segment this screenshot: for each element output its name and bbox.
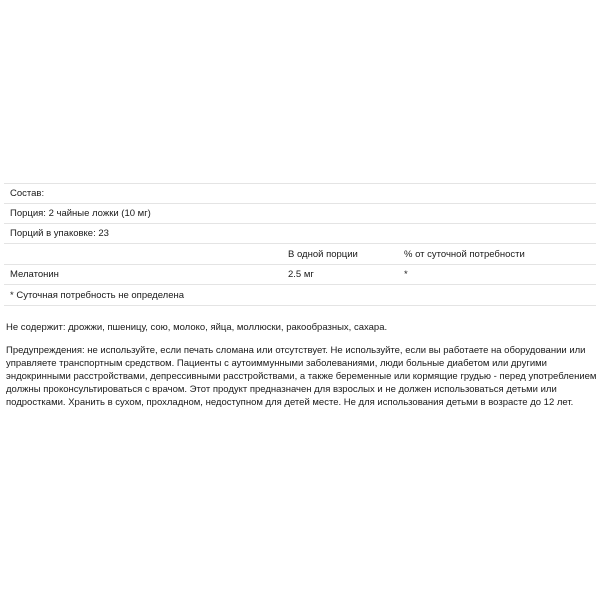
servings-per-container-row	[4, 224, 596, 244]
table-row	[4, 265, 596, 285]
composition-label: Состав:	[10, 188, 45, 199]
ingredient-name: Мелатонин	[10, 269, 59, 280]
table-header-row	[4, 244, 596, 265]
ingredient-amount: 2.5 мг	[288, 269, 314, 280]
supplement-facts-table	[4, 183, 596, 306]
warnings-paragraph: Предупреждения: не используйте, если печать сломана или отсутствует. Не используйте, если вы работаете на оборудовании или управляете транспортным средством. Пациенты с аутоиммунными заболеваниями, люди больные диабетом или другими эндокринными расстройствами, депрессивными расстройствами, а также беременные или кормящие грудью - перед употреблением должны проконсультироваться с врачом. Этот продукт предназначен для взрослых и не должен использоваться детьми или подростками. Хранить в сухом, прохладном, недоступном для детей месте. Не для использования детьми в возрасте до 12 лет.	[6, 345, 597, 408]
ingredient-daily-value: *	[404, 269, 408, 280]
composition-row	[4, 183, 596, 204]
serving-size: Порция: 2 чайные ложки (10 мг)	[10, 208, 151, 219]
servings-per-container: Порций в упаковке: 23	[10, 228, 109, 239]
allergen-free-statement: Не содержит: дрожжи, пшеницу, сою, молоко, яйца, моллюски, ракообразных, сахара.	[6, 322, 388, 333]
header-per-serving: В одной порции	[288, 248, 358, 260]
serving-size-row	[4, 204, 596, 224]
footnote-row	[4, 285, 596, 306]
daily-value-footnote: * Суточная потребность не определена	[10, 289, 185, 301]
header-daily-value: % от суточной потребности	[404, 248, 525, 260]
